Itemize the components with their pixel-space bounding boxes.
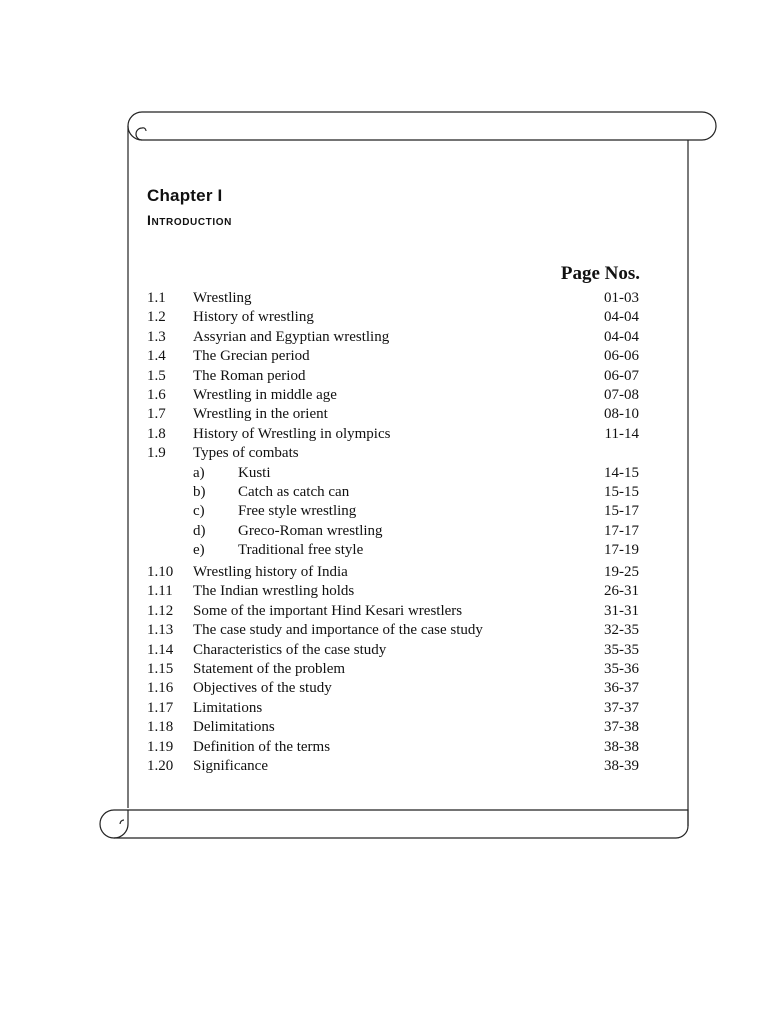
toc-entry-title: Wrestling history of India <box>193 564 348 581</box>
toc-sub-list <box>147 464 639 561</box>
toc-entry-pages: 36-37 <box>604 680 639 697</box>
toc-entry-pages: 35-36 <box>604 661 639 678</box>
toc-main-list-a <box>147 289 639 464</box>
toc-entry-number: 1.19 <box>147 738 174 755</box>
toc-entry <box>147 367 639 386</box>
toc-entry <box>147 582 639 601</box>
toc-sub-entry-pages: 15-17 <box>604 503 639 520</box>
toc-entry-title: Definition of the terms <box>193 738 331 755</box>
toc-entry-pages: 38-38 <box>604 738 639 755</box>
toc-entry-number: 1.18 <box>147 719 174 736</box>
toc-sub-entry <box>147 483 639 502</box>
toc-entry-pages: 37-38 <box>604 719 639 736</box>
toc-sub-entry-title: Catch as catch can <box>238 483 350 500</box>
toc-sub-entry-pages: 15-15 <box>604 483 639 500</box>
toc-entry <box>147 679 639 698</box>
toc-entry-title: Types of combats <box>193 445 299 462</box>
toc-entry-number: 1.17 <box>147 699 174 716</box>
toc-entry <box>147 718 639 737</box>
toc-sub-entry-title: Kusti <box>238 464 271 481</box>
toc-sub-entry-letter: c) <box>193 503 205 520</box>
toc-entry-pages: 06-06 <box>604 348 639 365</box>
toc-sub-entry <box>147 541 639 560</box>
toc-sub-entry <box>147 464 639 483</box>
toc-entry-title: Wrestling in middle age <box>193 386 337 403</box>
toc-entry <box>147 641 639 660</box>
toc-entry <box>147 563 639 582</box>
toc-entry-number: 1.20 <box>147 757 174 774</box>
toc-sub-entry-letter: b) <box>193 483 206 500</box>
toc-entry-title: Objectives of the study <box>193 680 332 697</box>
toc-entry-pages: 08-10 <box>604 406 639 423</box>
toc-sub-entry-title: Traditional free style <box>238 542 364 559</box>
toc-sub-entry-title: Free style wrestling <box>238 503 357 520</box>
toc-entry-title: The case study and importance of the case study <box>193 622 483 639</box>
toc-sub-entry-letter: e) <box>193 542 205 559</box>
toc-entry-title: Significance <box>193 757 268 774</box>
toc-entry-title: The Roman period <box>193 367 306 384</box>
toc-entry <box>147 621 639 640</box>
toc-entry-pages: 04-04 <box>604 328 639 345</box>
toc-sub-entry <box>147 522 639 541</box>
toc-entry-number: 1.4 <box>147 348 166 365</box>
toc-entry <box>147 289 639 308</box>
toc-entry-number: 1.12 <box>147 602 174 619</box>
page-nos-header: Page Nos. <box>560 263 640 284</box>
toc-entry-number: 1.1 <box>147 290 166 306</box>
toc-entry <box>147 602 639 621</box>
toc-entry-number: 1.14 <box>147 641 174 658</box>
heading-chapter: Chapter I <box>147 186 223 205</box>
toc-entry-number: 1.2 <box>147 309 166 326</box>
toc-entry-pages: 07-08 <box>604 386 639 403</box>
toc-entry-number: 1.3 <box>147 328 166 345</box>
toc-entry-number: 1.6 <box>147 386 166 403</box>
table-of-contents <box>147 289 639 776</box>
toc-entry-title: Limitations <box>193 699 263 716</box>
toc-entry <box>147 308 639 327</box>
toc-main-list-b <box>147 563 639 776</box>
toc-entry-number: 1.16 <box>147 680 174 697</box>
toc-entry-title: The Indian wrestling holds <box>193 583 355 600</box>
toc-entry-pages: 01-03 <box>604 290 639 306</box>
toc-entry-pages: 38-39 <box>604 757 639 774</box>
toc-entry-title: Delimitations <box>193 719 275 736</box>
toc-entry <box>147 405 639 424</box>
toc-entry-title: Some of the important Hind Kesari wrestlers <box>193 602 463 619</box>
toc-entry-title: The Grecian period <box>193 348 310 365</box>
toc-entry-title: Statement of the problem <box>193 661 346 678</box>
toc-entry <box>147 757 639 776</box>
toc-entry-pages: 26-31 <box>604 583 639 600</box>
toc-entry-title: Wrestling in the orient <box>193 406 328 423</box>
toc-sub-entry-pages: 17-17 <box>604 522 639 539</box>
toc-entry <box>147 386 639 405</box>
toc-sub-entry <box>147 502 639 521</box>
toc-entry-number: 1.5 <box>147 367 166 384</box>
toc-entry-pages: 06-07 <box>604 367 639 384</box>
toc-sub-entry-title: Greco-Roman wrestling <box>238 522 383 539</box>
toc-entry-number: 1.13 <box>147 622 174 639</box>
toc-entry-pages: 37-37 <box>604 699 639 716</box>
toc-entry-pages: 04-04 <box>604 309 639 326</box>
toc-sub-entry-pages: 14-15 <box>604 464 639 481</box>
toc-entry-title: Characteristics of the case study <box>193 641 387 658</box>
toc-entry-pages: 31-31 <box>604 602 639 619</box>
toc-entry-pages: 11-14 <box>604 425 639 442</box>
toc-entry-number: 1.8 <box>147 425 166 442</box>
heading-section-title: Introduction <box>147 212 232 228</box>
toc-entry <box>147 425 639 444</box>
toc-entry <box>147 660 639 679</box>
toc-sub-entry-letter: a) <box>193 464 205 481</box>
toc-entry <box>147 699 639 718</box>
toc-entry-number: 1.11 <box>147 583 173 600</box>
toc-entry-number: 1.7 <box>147 406 166 423</box>
toc-entry-title: Wrestling <box>193 290 252 306</box>
toc-entry-title: History of wrestling <box>193 309 314 326</box>
toc-entry <box>147 738 639 757</box>
toc-entry-title: Assyrian and Egyptian wrestling <box>193 328 390 345</box>
toc-entry-number: 1.15 <box>147 661 174 678</box>
toc-entry <box>147 444 639 463</box>
toc-entry <box>147 328 639 347</box>
toc-entry-title: History of Wrestling in olympics <box>193 425 391 442</box>
toc-entry-pages: 35-35 <box>604 641 639 658</box>
toc-entry-number: 1.10 <box>147 564 174 581</box>
toc-sub-entry-letter: d) <box>193 522 206 539</box>
toc-entry <box>147 347 639 366</box>
toc-entry-pages: 32-35 <box>604 622 639 639</box>
toc-entry-number: 1.9 <box>147 445 166 462</box>
toc-sub-entry-pages: 17-19 <box>604 542 639 559</box>
toc-entry-pages: 19-25 <box>604 564 639 581</box>
